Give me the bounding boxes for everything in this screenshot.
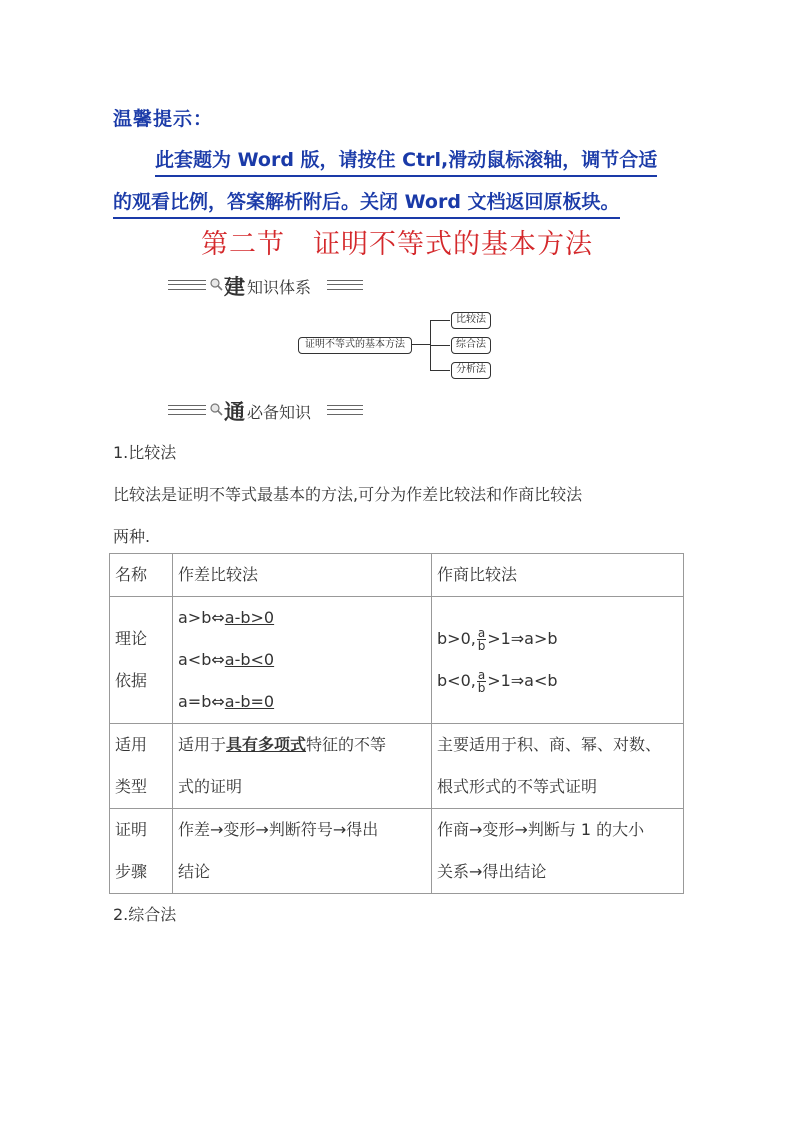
- paragraph-line-2: 两种.: [113, 527, 151, 546]
- row-label: 证明: [115, 820, 148, 839]
- formula-line: [178, 639, 426, 681]
- knowledge-system-banner: [168, 273, 363, 297]
- row-label: 理论: [115, 629, 148, 648]
- diagram-connector: [430, 320, 450, 321]
- magnifier-icon: [209, 402, 223, 416]
- fraction-numerator: a: [477, 668, 486, 682]
- table-cell: [173, 724, 432, 809]
- table-cell: [173, 597, 432, 724]
- table-cell: 作商比较法: [432, 554, 684, 597]
- formula-line: [178, 681, 426, 723]
- comparison-table: [109, 553, 684, 894]
- table-row: [110, 724, 684, 809]
- table-row: [110, 554, 684, 597]
- fraction: [477, 627, 486, 652]
- tip-line-2: 的观看比例，答案解析附后。关闭 Word 文档返回原板块。: [113, 187, 620, 219]
- table-cell: [173, 809, 432, 894]
- table-cell: [432, 724, 684, 809]
- fraction-denominator: b: [477, 639, 486, 653]
- fraction-denominator: b: [477, 681, 486, 695]
- row-label: 步骤: [115, 862, 148, 881]
- section-number: 第二节: [201, 229, 285, 260]
- cell-line: 式的证明: [178, 777, 243, 796]
- banner-rule-right: [327, 405, 363, 415]
- cell-line: 作差→变形→判断符号→得出: [178, 820, 379, 839]
- banner-rule-right: [327, 280, 363, 290]
- heading-synthesis-method: 2.综合法: [113, 905, 177, 924]
- diagram-root-node: 证明不等式的基本方法: [298, 337, 412, 354]
- table-cell: 作差比较法: [173, 554, 432, 597]
- essential-knowledge-banner: [168, 398, 363, 422]
- formula-text: a<b⇔: [178, 650, 225, 669]
- method-diagram: [296, 308, 496, 384]
- banner-rule-left: [168, 405, 206, 415]
- table-cell: [110, 597, 173, 724]
- diagram-connector: [430, 345, 450, 346]
- diagram-leaf-node: 比较法: [451, 312, 491, 329]
- formula-text: a=b⇔: [178, 692, 225, 711]
- formula-line: [178, 597, 426, 639]
- tip-line-1: 此套题为 Word 版，请按住 Ctrl,滑动鼠标滚轴，调节合适: [155, 145, 657, 177]
- fraction-numerator: a: [477, 626, 486, 640]
- table-cell: [432, 597, 684, 724]
- diagram-leaf-node: 分析法: [451, 362, 491, 379]
- banner-label: 知识体系: [247, 278, 312, 297]
- formula-underlined: a-b>0: [224, 608, 275, 627]
- table-cell: 名称: [110, 554, 173, 597]
- cell-text: 适用于: [178, 735, 227, 754]
- table-row: [110, 597, 684, 724]
- row-label: 类型: [115, 777, 148, 796]
- formula-line: [437, 660, 678, 702]
- diagram-leaf-node: 综合法: [451, 337, 491, 354]
- fraction: [477, 669, 486, 694]
- formula-text: b>0,: [437, 629, 476, 648]
- banner-glyph: 建: [224, 274, 245, 299]
- diagram-connector: [412, 344, 430, 345]
- cell-line: 作商→变形→判断与 1 的大小: [437, 820, 645, 839]
- paragraph-line-1: 比较法是证明不等式最基本的方法,可分为作差比较法和作商比较法: [113, 485, 583, 504]
- formula-text: >1⇒a<b: [487, 671, 558, 690]
- diagram-connector: [430, 370, 450, 371]
- cell-emphasis: 具有多项式: [226, 735, 307, 754]
- table-row: [110, 809, 684, 894]
- tip-title: 温馨提示：: [113, 108, 214, 130]
- section-title: [0, 222, 794, 261]
- cell-line: 主要适用于积、商、幂、对数、: [437, 735, 662, 754]
- formula-underlined: a-b=0: [224, 692, 275, 711]
- banner-glyph: 通: [224, 399, 245, 424]
- banner-rule-left: [168, 280, 206, 290]
- row-label: 依据: [115, 671, 148, 690]
- table-cell: [110, 809, 173, 894]
- heading-comparison-method: 1.比较法: [113, 443, 177, 462]
- section-name: 证明不等式的基本方法: [313, 229, 593, 260]
- table-cell: [432, 809, 684, 894]
- formula-underlined: a-b<0: [224, 650, 275, 669]
- cell-line: [178, 724, 426, 766]
- row-label: 适用: [115, 735, 148, 754]
- formula-text: >1⇒a>b: [487, 629, 558, 648]
- table-cell: [110, 724, 173, 809]
- formula-line: [437, 618, 678, 660]
- banner-label: 必备知识: [247, 403, 312, 422]
- cell-line: 根式形式的不等式证明: [437, 777, 598, 796]
- formula-text: b<0,: [437, 671, 476, 690]
- cell-line: 关系→得出结论: [437, 862, 547, 881]
- cell-line: 结论: [178, 862, 211, 881]
- formula-text: a>b⇔: [178, 608, 225, 627]
- magnifier-icon: [209, 277, 223, 291]
- cell-text: 特征的不等: [306, 735, 387, 754]
